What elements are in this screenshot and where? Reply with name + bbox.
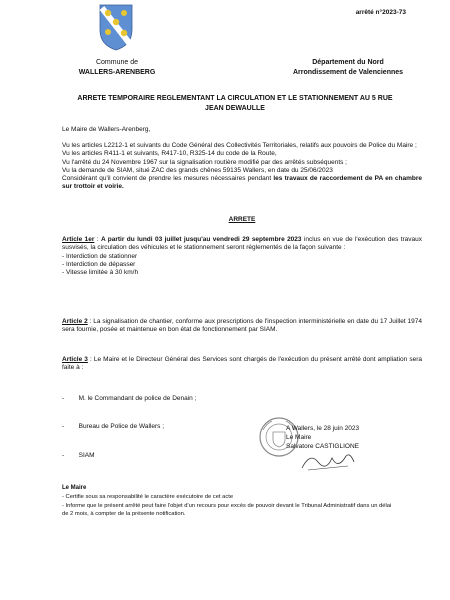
arrete-number: arrêté n°2023-73: [355, 9, 406, 16]
commune-name: WALLERS-ARENBERG: [78, 69, 156, 76]
vu-demande-siam: Vu la demande de SIAM, situé ZAC des grands chênes 59135 Wallers, en date du 25/06/2023: [62, 166, 333, 174]
document-title: [60, 94, 410, 114]
commune-label: Commune de: [95, 59, 139, 66]
article-3: [62, 356, 422, 479]
arrete-heading: [62, 216, 422, 224]
footer-recours: - Informe que le présent arrêté peut faire l'objet d'un recours pour excès de pouvoir devant le Tribunal Administratif dans un délai de 2 mois, à compter de la présente notification.: [62, 503, 392, 517]
article-1: [62, 236, 422, 277]
footer-certification: - Certifie sous sa responsabilité le caractère exécutoire de cet acte: [62, 494, 234, 500]
article-1-dates: A partir du lundi 03 juillet jusqu'au vendredi 29 septembre 2023: [100, 236, 302, 243]
article-1-sep: :: [94, 236, 101, 243]
vu-article-cgct: Vu les articles L2212-1 et suivants du Code Général des Collectivités Territoriales, relatifs aux pouvoirs de Police du Maire ;: [62, 142, 417, 149]
place-date: A Wallers, le 28 juin 2023: [286, 425, 360, 432]
department-name: Département du Nord: [312, 59, 384, 66]
considerant: [62, 175, 422, 192]
signatory-name: Salvatore CASTIGLIONE: [286, 443, 359, 450]
article-3-paragraph: [62, 356, 422, 373]
article-1-text: inclus en vue de l'exécution des travaux susvisés, la circulation des véhicules et le stationnement seront réglementés de la façon suivante :: [62, 236, 423, 252]
title-line-1: ARRETE TEMPORAIRE REGLEMENTANT LA CIRCULATION ET LE STATIONNEMENT AU 5 RUE: [77, 95, 393, 102]
list-item: - Interdiction de dépasser: [62, 260, 136, 268]
article-1-label: Article 1er: [62, 236, 95, 243]
coat-of-arms-icon: [96, 2, 136, 52]
department-block: [268, 58, 428, 78]
handwritten-signature-icon: [298, 448, 358, 476]
list-item: - SIAM: [62, 451, 95, 459]
title-line-2: JEAN DEWAULLE: [205, 105, 265, 112]
article-3-text: : Le Maire et le Directeur Général des Services sont chargés de l'exécution du présent arrêté dont ampliation sera faite à :: [62, 356, 422, 372]
maire-intro: Le Maire de Wallers-Arenberg,: [62, 126, 151, 133]
signature-block: [286, 424, 446, 451]
article-1-paragraph: [62, 236, 422, 253]
article-2-label: Article 2: [62, 318, 88, 325]
list-item: - M. le Commandant de police de Denain ;: [62, 394, 197, 402]
list-item: - Vitesse limitée à 30 km/h: [62, 269, 139, 277]
arrete-heading-text: ARRETE: [228, 216, 256, 223]
signatory-role: Le Maire: [286, 434, 312, 441]
footer-maire-label: Le Maire: [62, 485, 87, 491]
article-3-label: Article 3: [62, 356, 88, 363]
preamble: [62, 142, 422, 192]
list-item: - Interdiction de stationner: [62, 252, 138, 260]
considerant-text: Considérant qu'il convient de prendre les mesures nécessaires pendant: [62, 175, 274, 183]
article-2: [62, 318, 422, 335]
considerant-bold-text: les travaux de raccordement de PA en chambre sur trottoir et voirie.: [62, 175, 423, 191]
vu-code-route: Vu les articles R411-1 et suivants, R417-10, R325-14 du code de la Route,: [62, 150, 277, 158]
list-item: - Bureau de Police de Wallers ;: [62, 423, 164, 431]
article-1-list: [62, 253, 422, 278]
commune-block: [62, 58, 172, 78]
vu-arrete-1967: Vu l'arrêté du 24 Novembre 1967 sur la signalisation routière modifié par des arrêtés subséquents ;: [62, 158, 347, 166]
article-2-text: : La signalisation de chantier, conforme aux prescriptions de l'inspection interministérielle en date du 17 Juillet 1974 sera fournie, posée et maintenue en bon état de fonctionnement par SIAM.: [62, 318, 423, 334]
arrondissement-name: Arrondissement de Valenciennes: [292, 69, 404, 76]
